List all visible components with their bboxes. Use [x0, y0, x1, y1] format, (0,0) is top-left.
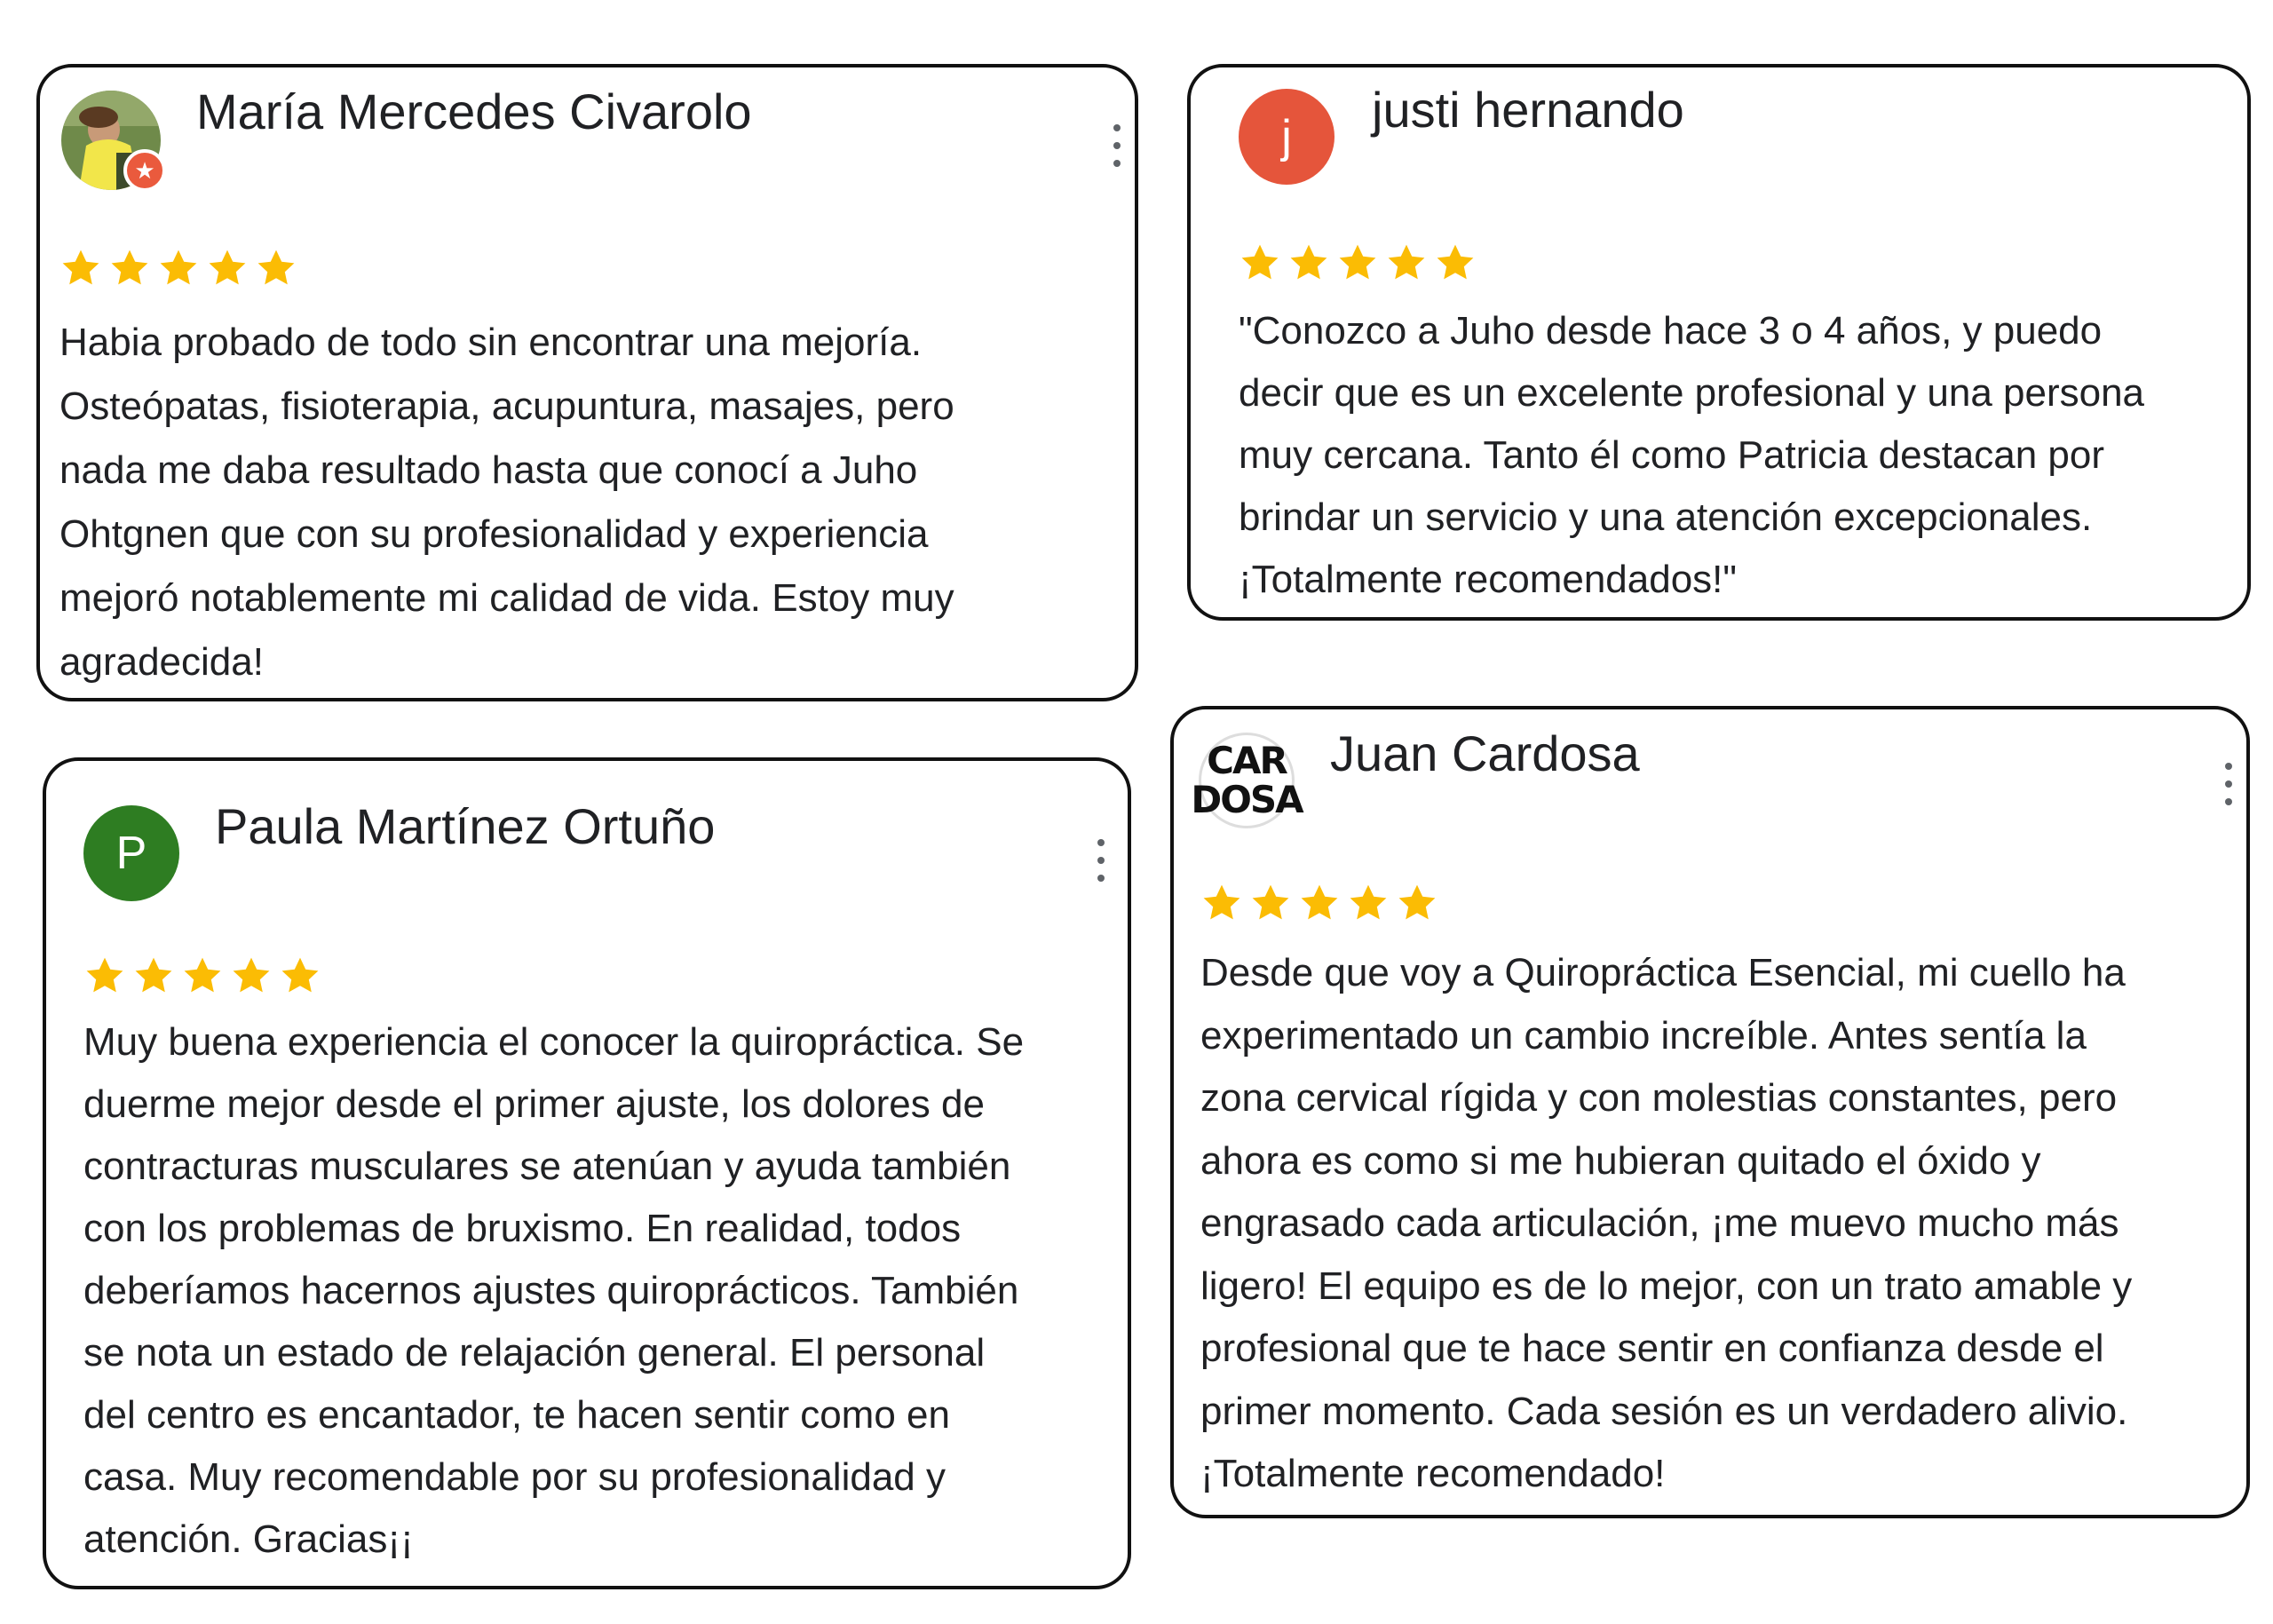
star-icon — [279, 955, 321, 997]
review-card — [43, 757, 1131, 1589]
star-icon — [255, 247, 297, 289]
star-icon — [1347, 882, 1390, 924]
reviewer-name[interactable]: María Mercedes Civarolo — [196, 83, 752, 139]
star-icon — [1385, 242, 1428, 284]
star-icon — [157, 247, 200, 289]
avatar-logo-line: CAR — [1207, 739, 1287, 782]
review-card — [36, 64, 1138, 701]
star-rating — [1200, 882, 1438, 924]
star-icon — [1298, 882, 1341, 924]
reviewer-avatar[interactable] — [1239, 89, 1334, 185]
star-icon — [181, 955, 224, 997]
more-vert-icon[interactable] — [2223, 763, 2234, 805]
star-icon — [1287, 242, 1330, 284]
reviewer-avatar[interactable] — [61, 91, 161, 190]
star-icon — [108, 247, 151, 289]
avatar-initial: j — [1281, 111, 1292, 162]
reviewer-name[interactable]: justi hernando — [1372, 82, 1684, 138]
star-icon — [132, 955, 175, 997]
more-vert-icon[interactable] — [1112, 124, 1122, 167]
star-rating — [59, 247, 297, 289]
review-card — [1170, 706, 2250, 1518]
avatar-logo-line: DOSA — [1191, 778, 1303, 821]
review-text: Desde que voy a Quiropráctica Esencial, mi cuello ha experimentado un cambio increíble. Antes sentía la zona cervical rígida y con molestias constantes, pero ahora es como si me hubieran quitado el óxido y engrasado cada articulación, ¡me muevo mucho más ligero! El equipo es de lo mejor, con un trato amable y profesional que te hace sentir en confianza desde el primer momento. Cada sesión es un verdadero alivio. ¡Totalmente recomendado! — [1200, 951, 2133, 1495]
star-icon — [206, 247, 249, 289]
star-icon — [1396, 882, 1438, 924]
review-text: Muy buena experiencia el conocer la quiropráctica. Se duerme mejor desde el primer ajuste, los dolores de contracturas musculares se atenúan y ayuda también con los problemas de bruxismo. En realidad, todos deberíamos hacernos ajustes quiroprácticos. También se nota un estado de relajación general. El personal del centro es encantador, te hacen sentir como en casa. Muy recomendable por su profesionalidad y atención. Gracias¡¡ — [83, 1020, 1025, 1561]
local-guide-badge — [123, 149, 166, 192]
reviewer-name[interactable]: Juan Cardosa — [1330, 725, 1640, 781]
star-icon — [230, 955, 273, 997]
star-icon — [83, 955, 126, 997]
reviewer-avatar[interactable] — [83, 805, 179, 901]
star-icon — [1434, 242, 1477, 284]
review-card — [1187, 64, 2251, 621]
star-rating — [1239, 242, 1477, 284]
reviewer-name[interactable]: Paula Martínez Ortuño — [215, 798, 716, 854]
star-icon — [1249, 882, 1292, 924]
review-text: Habia probado de todo sin encontrar una mejoría. Osteópatas, fisioterapia, acupuntura, masajes, pero nada me daba resultado hasta que conocí a Juho Ohtgnen que con su profesionalidad y experiencia mejoró notablemente mi calidad de vida. Estoy muy agradecida! — [59, 321, 954, 684]
star-icon: ★ — [134, 157, 155, 184]
review-text: "Conozco a Juho desde hace 3 o 4 años, y puedo decir que es un excelente profesional y una persona muy cercana. Tanto él como Patricia destacan por brindar un servicio y una atención excepcionales. ¡Totalmente recomendados!" — [1239, 309, 2145, 601]
more-vert-icon[interactable] — [1096, 839, 1106, 882]
star-icon — [1239, 242, 1281, 284]
reviewer-avatar[interactable] — [1191, 733, 1303, 828]
star-icon — [59, 247, 102, 289]
star-rating — [83, 955, 321, 997]
avatar-initial: P — [115, 828, 147, 879]
star-icon — [1200, 882, 1243, 924]
star-icon — [1336, 242, 1379, 284]
